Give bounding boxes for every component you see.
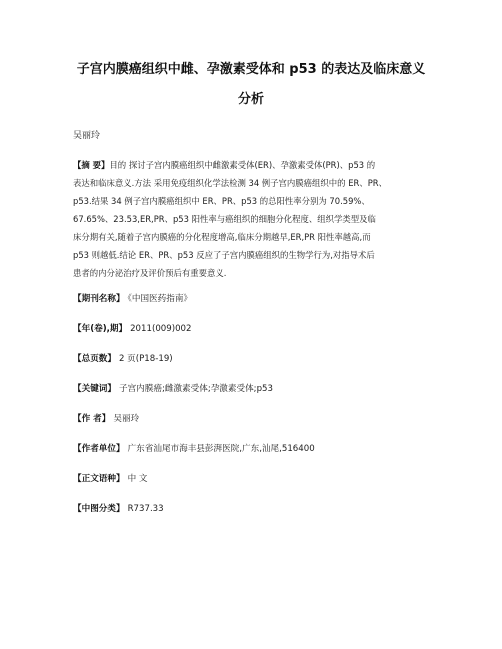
- abstract-block: [73, 156, 433, 282]
- document-title-line-1: 子宫内膜癌组织中雌、孕激素受体和 p53 的表达及临床意义: [76, 62, 426, 77]
- total-pages-field: [73, 353, 173, 365]
- field-value: 2 页(P18-19): [118, 354, 173, 364]
- field-value: 中 文: [127, 474, 148, 484]
- field-value: 广东省汕尾市海丰县彭湃医院,广东,汕尾,516400: [127, 444, 315, 454]
- abstract-text: 目的 探讨子宫内膜癌组织中雌激素受体(ER)、孕激素受体(PR)、p53 的: [109, 160, 376, 170]
- classification-field: [73, 503, 164, 515]
- author-affiliation-field: [73, 443, 315, 455]
- author-field: [73, 413, 139, 425]
- field-label: 【中图分类】: [73, 504, 125, 514]
- abstract-line: p53.结果 34 例子宫内膜癌组织中 ER、PR、p53 的总阳性率分别为 70.59%、: [73, 196, 370, 206]
- abstract-line: [73, 156, 433, 174]
- field-label: 【作者单位】: [73, 444, 125, 454]
- keywords-field: [73, 383, 273, 395]
- field-label: 【年(卷),期】: [73, 324, 128, 334]
- author-name: 吴丽玲: [73, 131, 101, 141]
- field-value: 《中国医药指南》: [127, 294, 193, 304]
- field-label: 【总页数】: [73, 354, 116, 364]
- year-volume-issue-field: [73, 323, 191, 335]
- abstract-line: 67.65%、23.53,ER,PR、p53 阳性率与癌组织的细胞分化程度、组织学类型及临: [73, 214, 376, 224]
- field-value: 吴丽玲: [113, 414, 140, 424]
- field-label: 【期刊名称】: [73, 294, 125, 304]
- abstract-line: p53 则越低.结论 ER、PR、p53 反应了子宫内膜癌组织的生物学行为,对指导术后: [73, 250, 375, 260]
- text-language-field: [73, 473, 148, 485]
- abstract-line: 床分期有关,随着子宫内膜癌的分化程度增高,临床分期越早,ER,PR 阳性率越高,而: [73, 232, 371, 242]
- field-value: R737.33: [127, 504, 164, 514]
- journal-name-field: [73, 293, 192, 305]
- abstract-label: 【摘 要】: [73, 160, 110, 170]
- abstract-line: 表达和临床意义.方法 采用免疫组织化学法检测 34 例子宫内膜癌组织中的 ER、PR、: [73, 178, 387, 188]
- field-label: 【作 者】: [73, 414, 111, 424]
- field-value: 子宫内膜癌;雌激素受体;孕激素受体;p53: [118, 384, 273, 394]
- field-label: 【正文语种】: [73, 474, 125, 484]
- field-label: 【关键词】: [73, 384, 116, 394]
- document-title-line-2: 分析: [237, 92, 264, 107]
- abstract-line: 患者的内分泌治疗及评价预后有重要意义.: [73, 268, 227, 278]
- field-value: 2011(009)002: [130, 324, 192, 334]
